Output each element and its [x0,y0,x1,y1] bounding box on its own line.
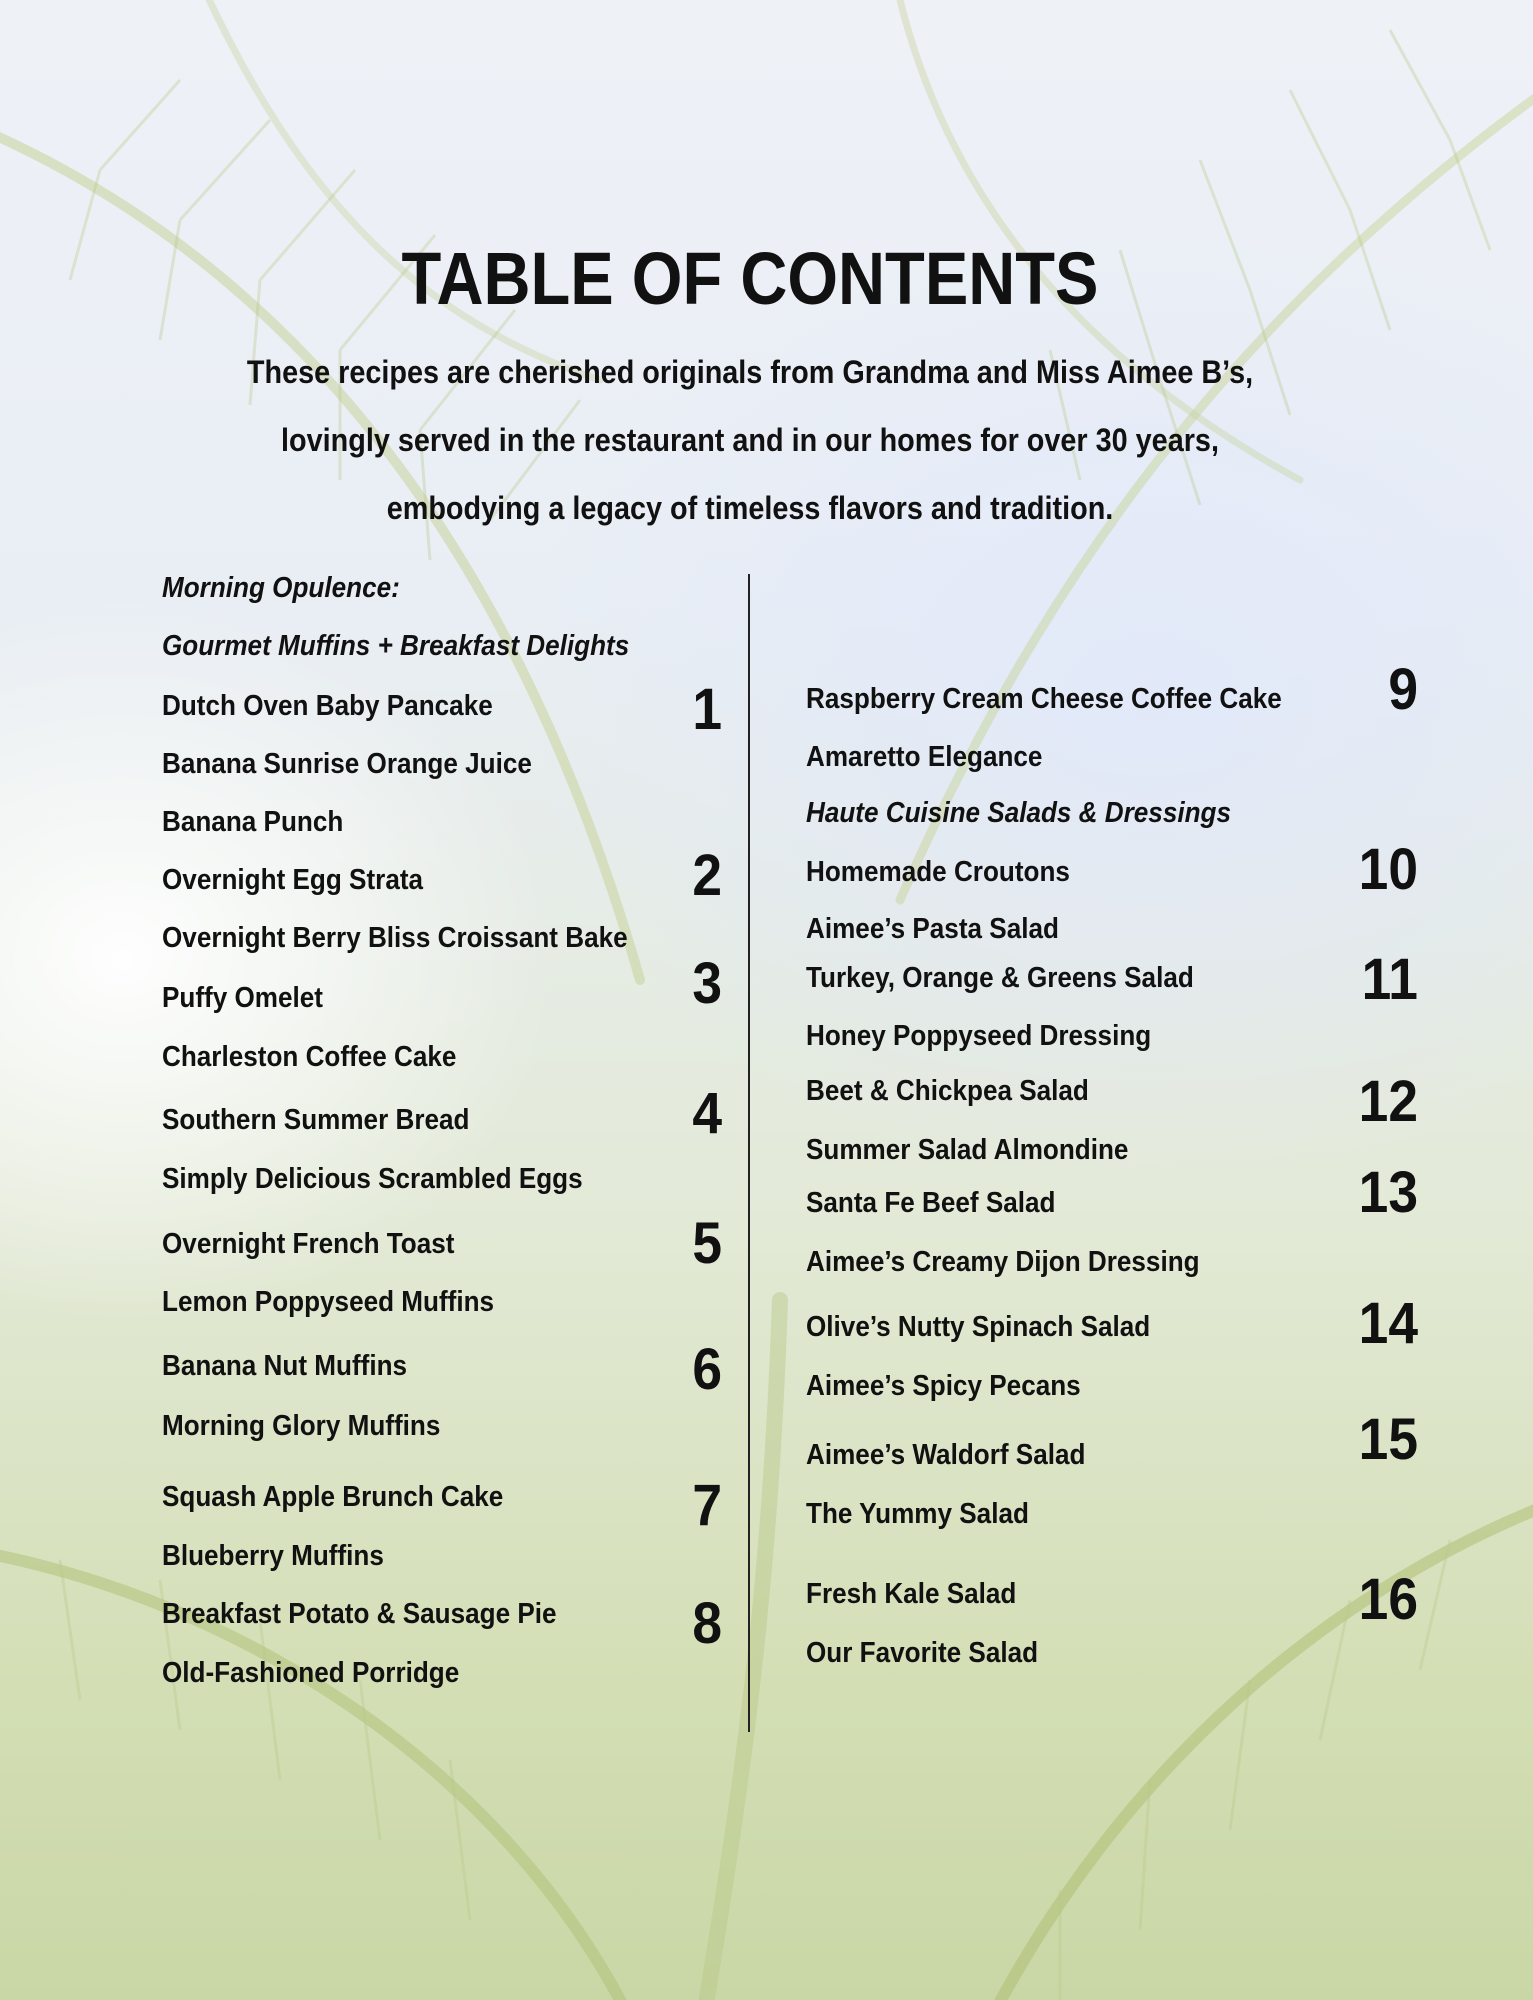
toc-entry[interactable]: Squash Apple Brunch Cake [162,1481,504,1513]
toc-entry[interactable]: Blueberry Muffins [162,1540,384,1572]
toc-entry[interactable]: Amaretto Elegance [806,741,1043,773]
toc-entry[interactable]: Banana Punch [162,806,344,838]
toc-entry[interactable]: Fresh Kale Salad [806,1578,1017,1610]
toc-entry[interactable]: Lemon Poppyseed Muffins [162,1286,495,1318]
toc-entry[interactable]: Old-Fashioned Porridge [162,1657,460,1689]
page-number: 4 [692,1081,722,1146]
toc-entry[interactable]: Olive’s Nutty Spinach Salad [806,1311,1151,1343]
section-heading: Haute Cuisine Salads & Dressings [806,797,1231,829]
toc-entry[interactable]: Banana Sunrise Orange Juice [162,748,532,780]
toc-entry[interactable]: Honey Poppyseed Dressing [806,1020,1152,1052]
toc-entry[interactable]: Overnight French Toast [162,1228,455,1260]
toc-entry[interactable]: Aimee’s Waldorf Salad [806,1439,1086,1471]
section-heading: Gourmet Muffins + Breakfast Delights [162,630,630,662]
toc-entry[interactable]: Overnight Egg Strata [162,864,424,896]
toc-entry[interactable]: Breakfast Potato & Sausage Pie [162,1598,557,1630]
toc-entry[interactable]: Puffy Omelet [162,982,323,1014]
page-number: 9 [1388,657,1418,722]
intro-line: embodying a legacy of timeless flavors and tradition. [386,490,1114,526]
toc-entry[interactable]: Dutch Oven Baby Pancake [162,690,493,722]
page-number: 14 [1358,1291,1418,1356]
intro-line: These recipes are cherished originals from Grandma and Miss Aimee B’s, [246,354,1254,390]
toc-entry[interactable]: Homemade Croutons [806,856,1070,888]
page-number: 6 [692,1337,722,1402]
toc-entry[interactable]: Banana Nut Muffins [162,1350,408,1382]
toc-entry[interactable]: Turkey, Orange & Greens Salad [806,962,1194,994]
page-number: 10 [1358,837,1418,902]
toc-entry[interactable]: Overnight Berry Bliss Croissant Bake [162,922,628,954]
toc-entry[interactable]: Our Favorite Salad [806,1637,1039,1669]
page-number: 15 [1358,1407,1418,1472]
toc-entry[interactable]: Morning Glory Muffins [162,1410,441,1442]
page-number: 5 [692,1211,722,1276]
page-number: 12 [1358,1069,1418,1134]
page-number: 7 [692,1473,722,1538]
page-number: 16 [1358,1567,1418,1632]
toc-entry[interactable]: Beet & Chickpea Salad [806,1075,1089,1107]
page-number: 2 [692,843,722,908]
section-heading: Morning Opulence: [162,572,400,604]
page-title: TABLE OF CONTENTS [401,237,1099,320]
toc-entry[interactable]: Aimee’s Pasta Salad [806,913,1059,945]
page-number: 11 [1361,947,1418,1012]
toc-entry[interactable]: Aimee’s Creamy Dijon Dressing [806,1246,1200,1278]
toc-entry[interactable]: Santa Fe Beef Salad [806,1187,1056,1219]
page-number: 8 [692,1591,722,1656]
toc-entry[interactable]: Raspberry Cream Cheese Coffee Cake [806,683,1282,715]
page-number: 13 [1358,1160,1418,1225]
toc-entry[interactable]: Aimee’s Spicy Pecans [806,1370,1081,1402]
page-number: 1 [692,677,722,742]
toc-entry[interactable]: Summer Salad Almondine [806,1134,1129,1166]
page-number: 3 [692,951,722,1016]
column-divider [748,574,750,1732]
toc-entry[interactable]: The Yummy Salad [806,1498,1029,1530]
toc-entry[interactable]: Simply Delicious Scrambled Eggs [162,1163,583,1195]
toc-entry[interactable]: Charleston Coffee Cake [162,1041,457,1073]
toc-entry[interactable]: Southern Summer Bread [162,1104,470,1136]
intro-line: lovingly served in the restaurant and in our homes for over 30 years, [281,422,1219,458]
intro-paragraph [0,338,1500,542]
